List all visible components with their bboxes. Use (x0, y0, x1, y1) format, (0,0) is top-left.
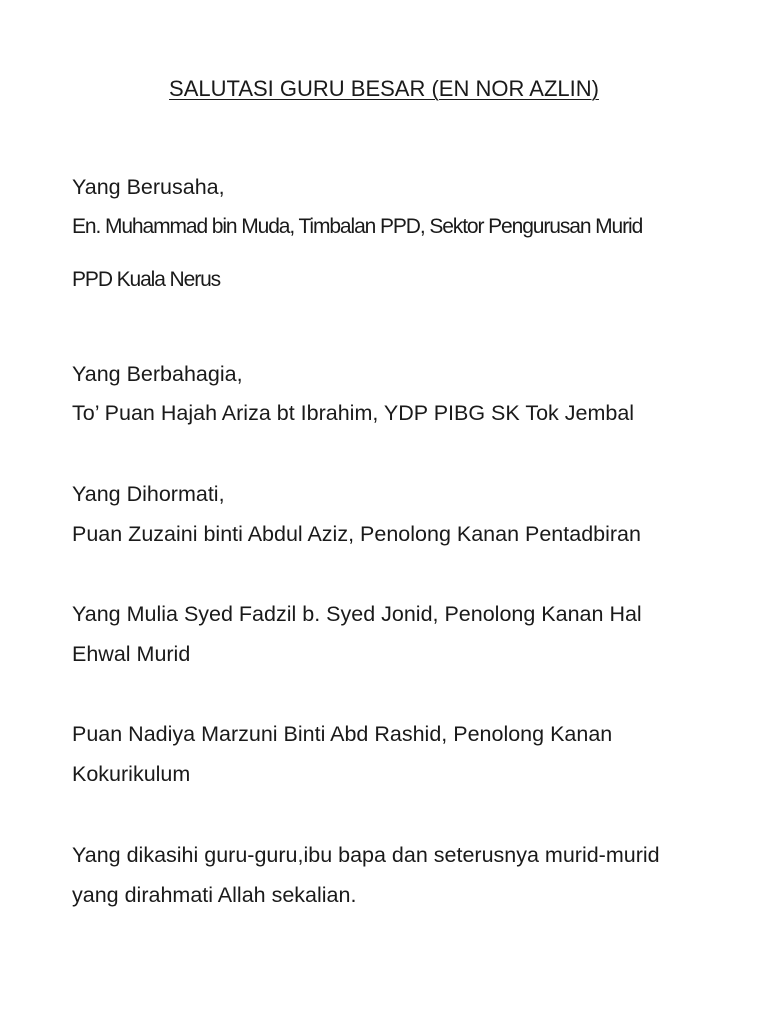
guest-line-muhammad: En. Muhammad bin Muda, Timbalan PPD, Sektor Pengurusan Murid (72, 215, 643, 238)
guest-line-ariza: To’ Puan Hajah Ariza bt Ibrahim, YDP PIBG SK Tok Jembal (72, 401, 635, 425)
salutation-heading-berusaha: Yang Berusaha, (72, 175, 225, 199)
guest-line-ppd: PPD Kuala Nerus (72, 268, 221, 291)
guest-line-syed-fadzil-cont: Ehwal Murid (72, 642, 191, 666)
guest-line-nadiya-cont: Kokurikulum (72, 762, 191, 786)
guest-line-syed-fadzil: Yang Mulia Syed Fadzil b. Syed Jonid, Penolong Kanan Hal (72, 602, 642, 626)
closing-line: Yang dikasihi guru-guru,ibu bapa dan seterusnya murid-murid (72, 843, 660, 867)
guest-line-nadiya: Puan Nadiya Marzuni Binti Abd Rashid, Penolong Kanan (72, 722, 613, 746)
closing-line-cont: yang dirahmati Allah sekalian. (72, 883, 357, 907)
document-title: SALUTASI GURU BESAR (EN NOR AZLIN) (169, 76, 599, 101)
salutation-heading-berbahagia: Yang Berbahagia, (72, 362, 243, 386)
salutation-heading-dihormati: Yang Dihormati, (72, 482, 225, 506)
guest-line-zuzaini: Puan Zuzaini binti Abdul Aziz, Penolong Kanan Pentadbiran (72, 522, 641, 546)
